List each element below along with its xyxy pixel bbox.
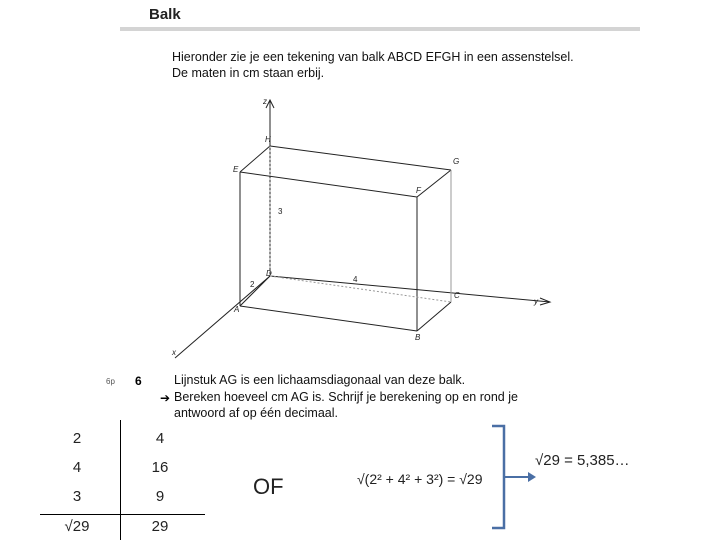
axis-label-z: z	[263, 97, 267, 106]
vertex-A: A	[234, 305, 240, 314]
intro-line-2: De maten in cm staan erbij.	[172, 66, 325, 80]
result: √29 = 5,385…	[535, 452, 630, 469]
question-line-3: antwoord af op één decimaal.	[174, 406, 338, 420]
bracket-icon	[490, 420, 540, 535]
edge-EH	[240, 146, 270, 172]
table-sum-line	[40, 514, 205, 515]
vertex-D: D	[266, 269, 272, 278]
table-cell: √29	[64, 518, 90, 535]
page-title: Balk	[149, 6, 181, 23]
edge-AD	[240, 276, 270, 306]
or-label: OF	[253, 474, 284, 499]
edge-DC	[270, 276, 451, 302]
table-cell: 2	[72, 430, 82, 447]
points-label: 6p	[106, 377, 115, 386]
arrow-right-icon: ➔	[160, 391, 171, 405]
edge-HG	[270, 146, 451, 170]
table-cell: 4	[72, 459, 82, 476]
edge-AB	[240, 306, 417, 331]
dimension-y: 4	[353, 275, 358, 284]
table-cell: 4	[155, 430, 165, 447]
edge-GF	[417, 170, 451, 197]
table-cell: 9	[155, 488, 165, 505]
question-number: 6	[135, 374, 142, 388]
vertex-H: H	[265, 135, 271, 144]
question-line-2: Bereken hoeveel cm AG is. Schrijf je berekening op en rond je	[174, 390, 518, 404]
vertex-B: B	[415, 333, 421, 342]
axis-label-x: x	[172, 348, 176, 357]
vertex-F: F	[416, 186, 421, 195]
formula: √(2² + 4² + 3²) = √29	[357, 471, 483, 487]
axis-label-y: y	[534, 297, 538, 306]
title-divider	[120, 27, 640, 31]
dimension-x: 2	[250, 280, 255, 289]
table-vertical-line	[120, 420, 121, 540]
x-axis	[175, 276, 270, 358]
box-figure	[160, 90, 560, 370]
edge-BC	[417, 302, 451, 331]
vertex-E: E	[233, 165, 239, 174]
edge-FE	[240, 172, 417, 197]
table-cell: 16	[151, 459, 169, 476]
table-cell: 3	[72, 488, 82, 505]
table-cell: 29	[151, 518, 169, 535]
intro-line-1: Hieronder zie je een tekening van balk ABCD EFGH in een assenstelsel.	[172, 50, 574, 64]
vertex-G: G	[453, 157, 460, 166]
y-axis	[270, 276, 550, 302]
vertex-C: C	[454, 291, 460, 300]
question-line-1: Lijnstuk AG is een lichaamsdiagonaal van deze balk.	[174, 373, 466, 387]
dimension-z: 3	[278, 207, 283, 216]
